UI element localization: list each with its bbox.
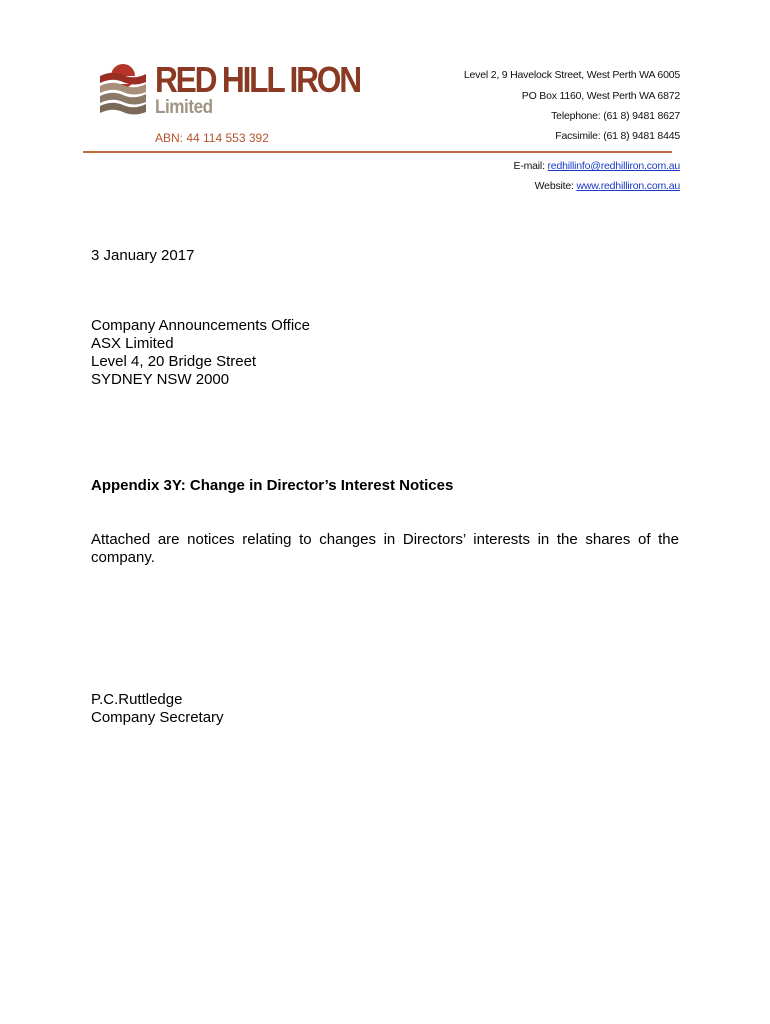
company-suffix: Limited — [155, 97, 213, 118]
address-line-2: PO Box 1160, West Perth WA 6872 — [521, 90, 680, 102]
telephone: Telephone: (61 8) 9481 8627 — [551, 110, 680, 122]
recipient-line: Company Announcements Office — [91, 317, 311, 334]
website-label: Website: — [534, 180, 577, 192]
recipient-line: ASX Limited — [91, 335, 174, 352]
email-link[interactable]: redhillinfo@redhilliron.com.au — [547, 160, 680, 172]
website-line — [360, 180, 680, 192]
recipient-line: SYDNEY NSW 2000 — [91, 371, 230, 388]
recipient-address — [91, 317, 310, 389]
recipient-line: Level 4, 20 Bridge Street — [91, 353, 257, 370]
letter-date: 3 January 2017 — [91, 247, 195, 264]
header-divider — [83, 151, 672, 153]
email-line — [360, 160, 680, 172]
company-name: RED HILL IRON — [155, 59, 360, 100]
company-logo-icon — [98, 62, 148, 118]
company-wordmark — [155, 59, 388, 118]
facsimile: Facsimile: (61 8) 9481 8445 — [555, 130, 680, 142]
signatory-title: Company Secretary — [91, 709, 224, 726]
website-link[interactable]: www.redhilliron.com.au — [576, 180, 680, 192]
email-label: E-mail: — [513, 160, 548, 172]
letter-body: Attached are notices relating to changes in Directors’ interests in the shares of the company. — [91, 531, 679, 566]
signatory-name: P.C.Ruttledge — [91, 691, 183, 708]
letter-subject: Appendix 3Y: Change in Director’s Interest Notices — [91, 477, 454, 494]
abn-number: ABN: 44 114 553 392 — [155, 131, 269, 145]
address-line-1: Level 2, 9 Havelock Street, West Perth WA 6005 — [463, 69, 680, 81]
